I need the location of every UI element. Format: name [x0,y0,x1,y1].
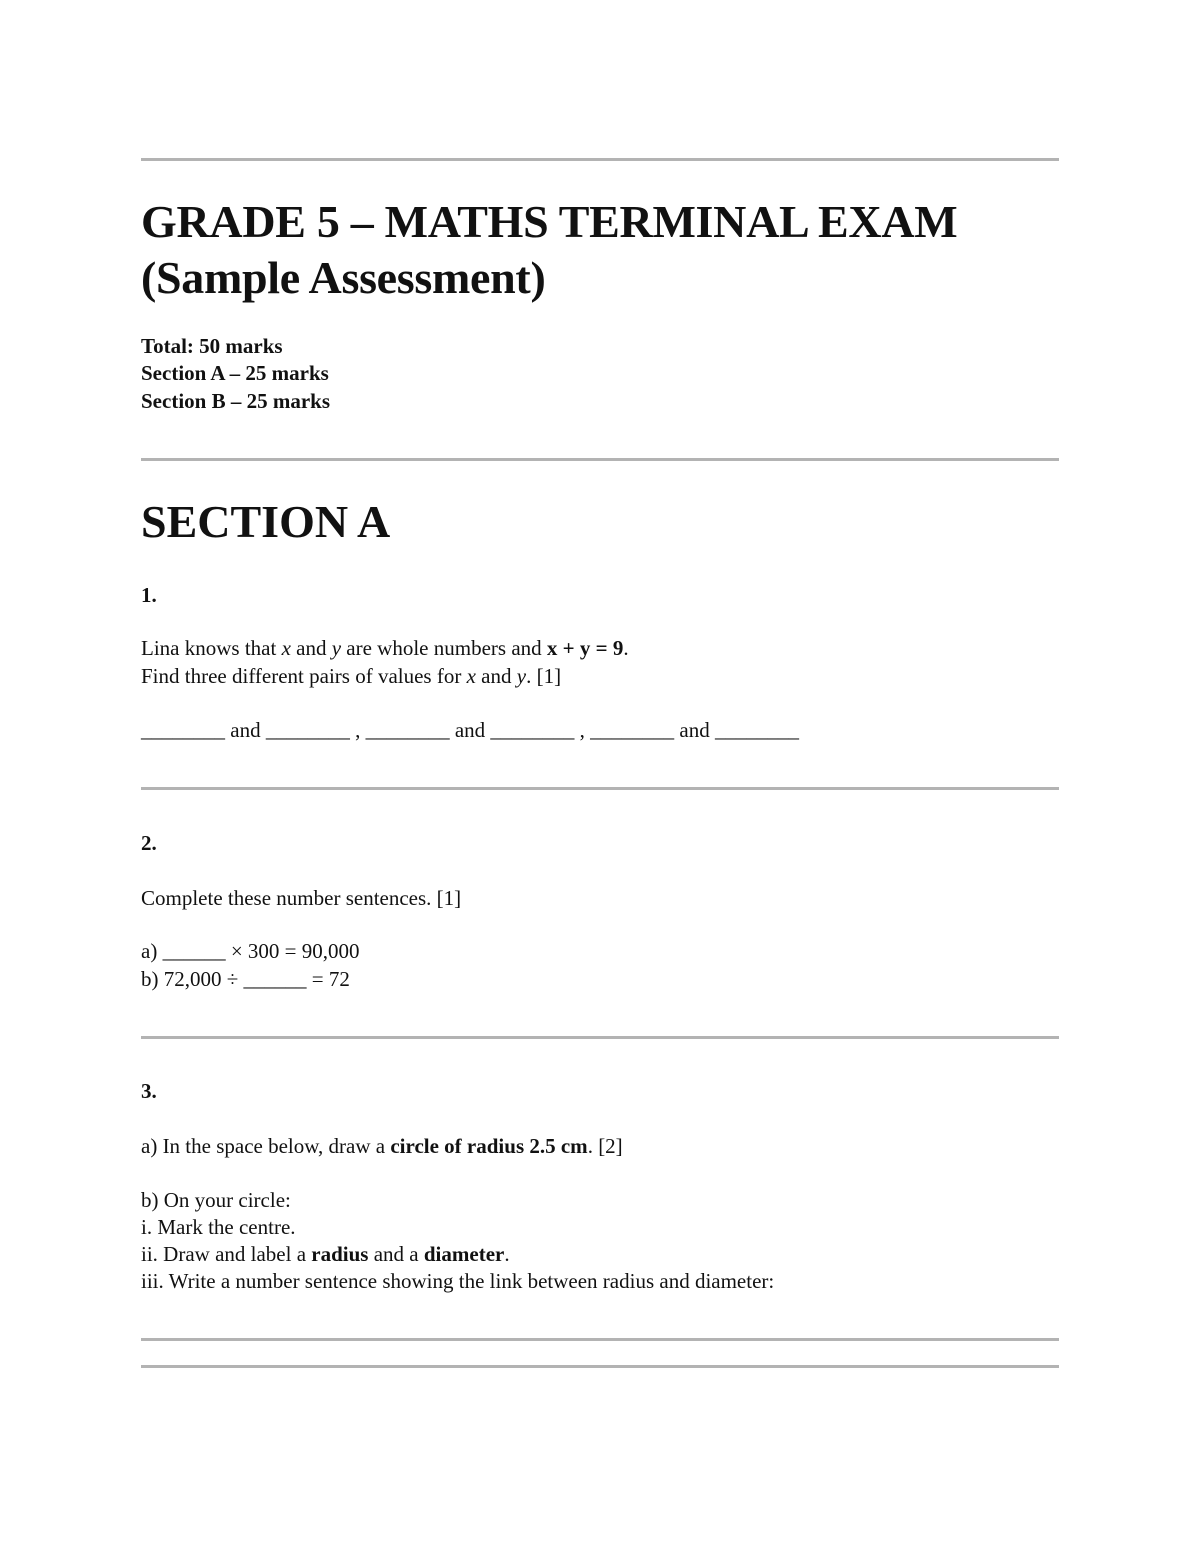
q1-var-x: x [281,636,291,660]
q1-line2-c: . [1] [526,664,562,688]
question-2-part-a: a) ______ × 300 = 90,000 [141,939,360,963]
exam-title-line2: (Sample Assessment) [141,252,546,303]
section-b-marks: Section B – 25 marks [141,389,330,413]
divider-bottom [141,1365,1059,1368]
q1-text-c: are whole numbers and [341,636,547,660]
q3-bii-diameter: diameter [423,1242,505,1266]
question-1-line2 [141,662,561,690]
q1-var-y: y [331,636,342,660]
q3-bii-b: and a [368,1242,424,1266]
q1-line2-y: y [516,664,527,688]
question-1-number: 1. [141,583,157,607]
q3-a-suffix: . [2] [587,1134,623,1158]
divider-after-q1 [141,787,1059,790]
q1-text-a: Lina knows that [141,636,282,660]
q1-line2-a: Find three different pairs of values for [141,664,467,688]
question-1-line1 [141,634,629,662]
divider-after-q3 [141,1338,1059,1341]
exam-title-line1: GRADE 5 – MATHS TERMINAL EXAM [141,196,958,247]
q1-text-b: and [290,636,332,660]
q1-line2-x: x [466,664,476,688]
question-3-part-b-ii [141,1240,510,1268]
q3-a-bold: circle of radius 2.5 cm [390,1134,588,1158]
question-1-answer-line: ________ and ________ , ________ and ________ , ________ and ________ [141,718,799,742]
q1-equation: x + y = 9 [546,636,624,660]
question-2-prompt: Complete these number sentences. [1] [141,886,462,910]
divider-after-header [141,458,1059,461]
total-marks: Total: 50 marks [141,334,283,358]
q3-a-prefix: a) In the space below, draw a [141,1134,391,1158]
section-a-heading: SECTION A [141,496,391,547]
q1-text-d: . [623,636,629,660]
section-a-marks: Section A – 25 marks [141,361,329,385]
q3-bii-radius: radius [311,1242,369,1266]
q3-bii-a: ii. Draw and label a [141,1242,312,1266]
divider-top [141,158,1059,161]
question-2-part-b: b) 72,000 ÷ ______ = 72 [141,967,350,991]
question-3-part-b-i: i. Mark the centre. [141,1215,296,1239]
question-3-part-a [141,1132,623,1160]
question-3-part-b-intro: b) On your circle: [141,1188,291,1212]
q3-bii-c: . [504,1242,510,1266]
question-2-number: 2. [141,831,157,855]
question-3-part-b-iii: iii. Write a number sentence showing the link between radius and diameter: [141,1269,775,1293]
divider-after-q2 [141,1036,1059,1039]
question-3-number: 3. [141,1079,157,1103]
q1-line2-b: and [475,664,517,688]
